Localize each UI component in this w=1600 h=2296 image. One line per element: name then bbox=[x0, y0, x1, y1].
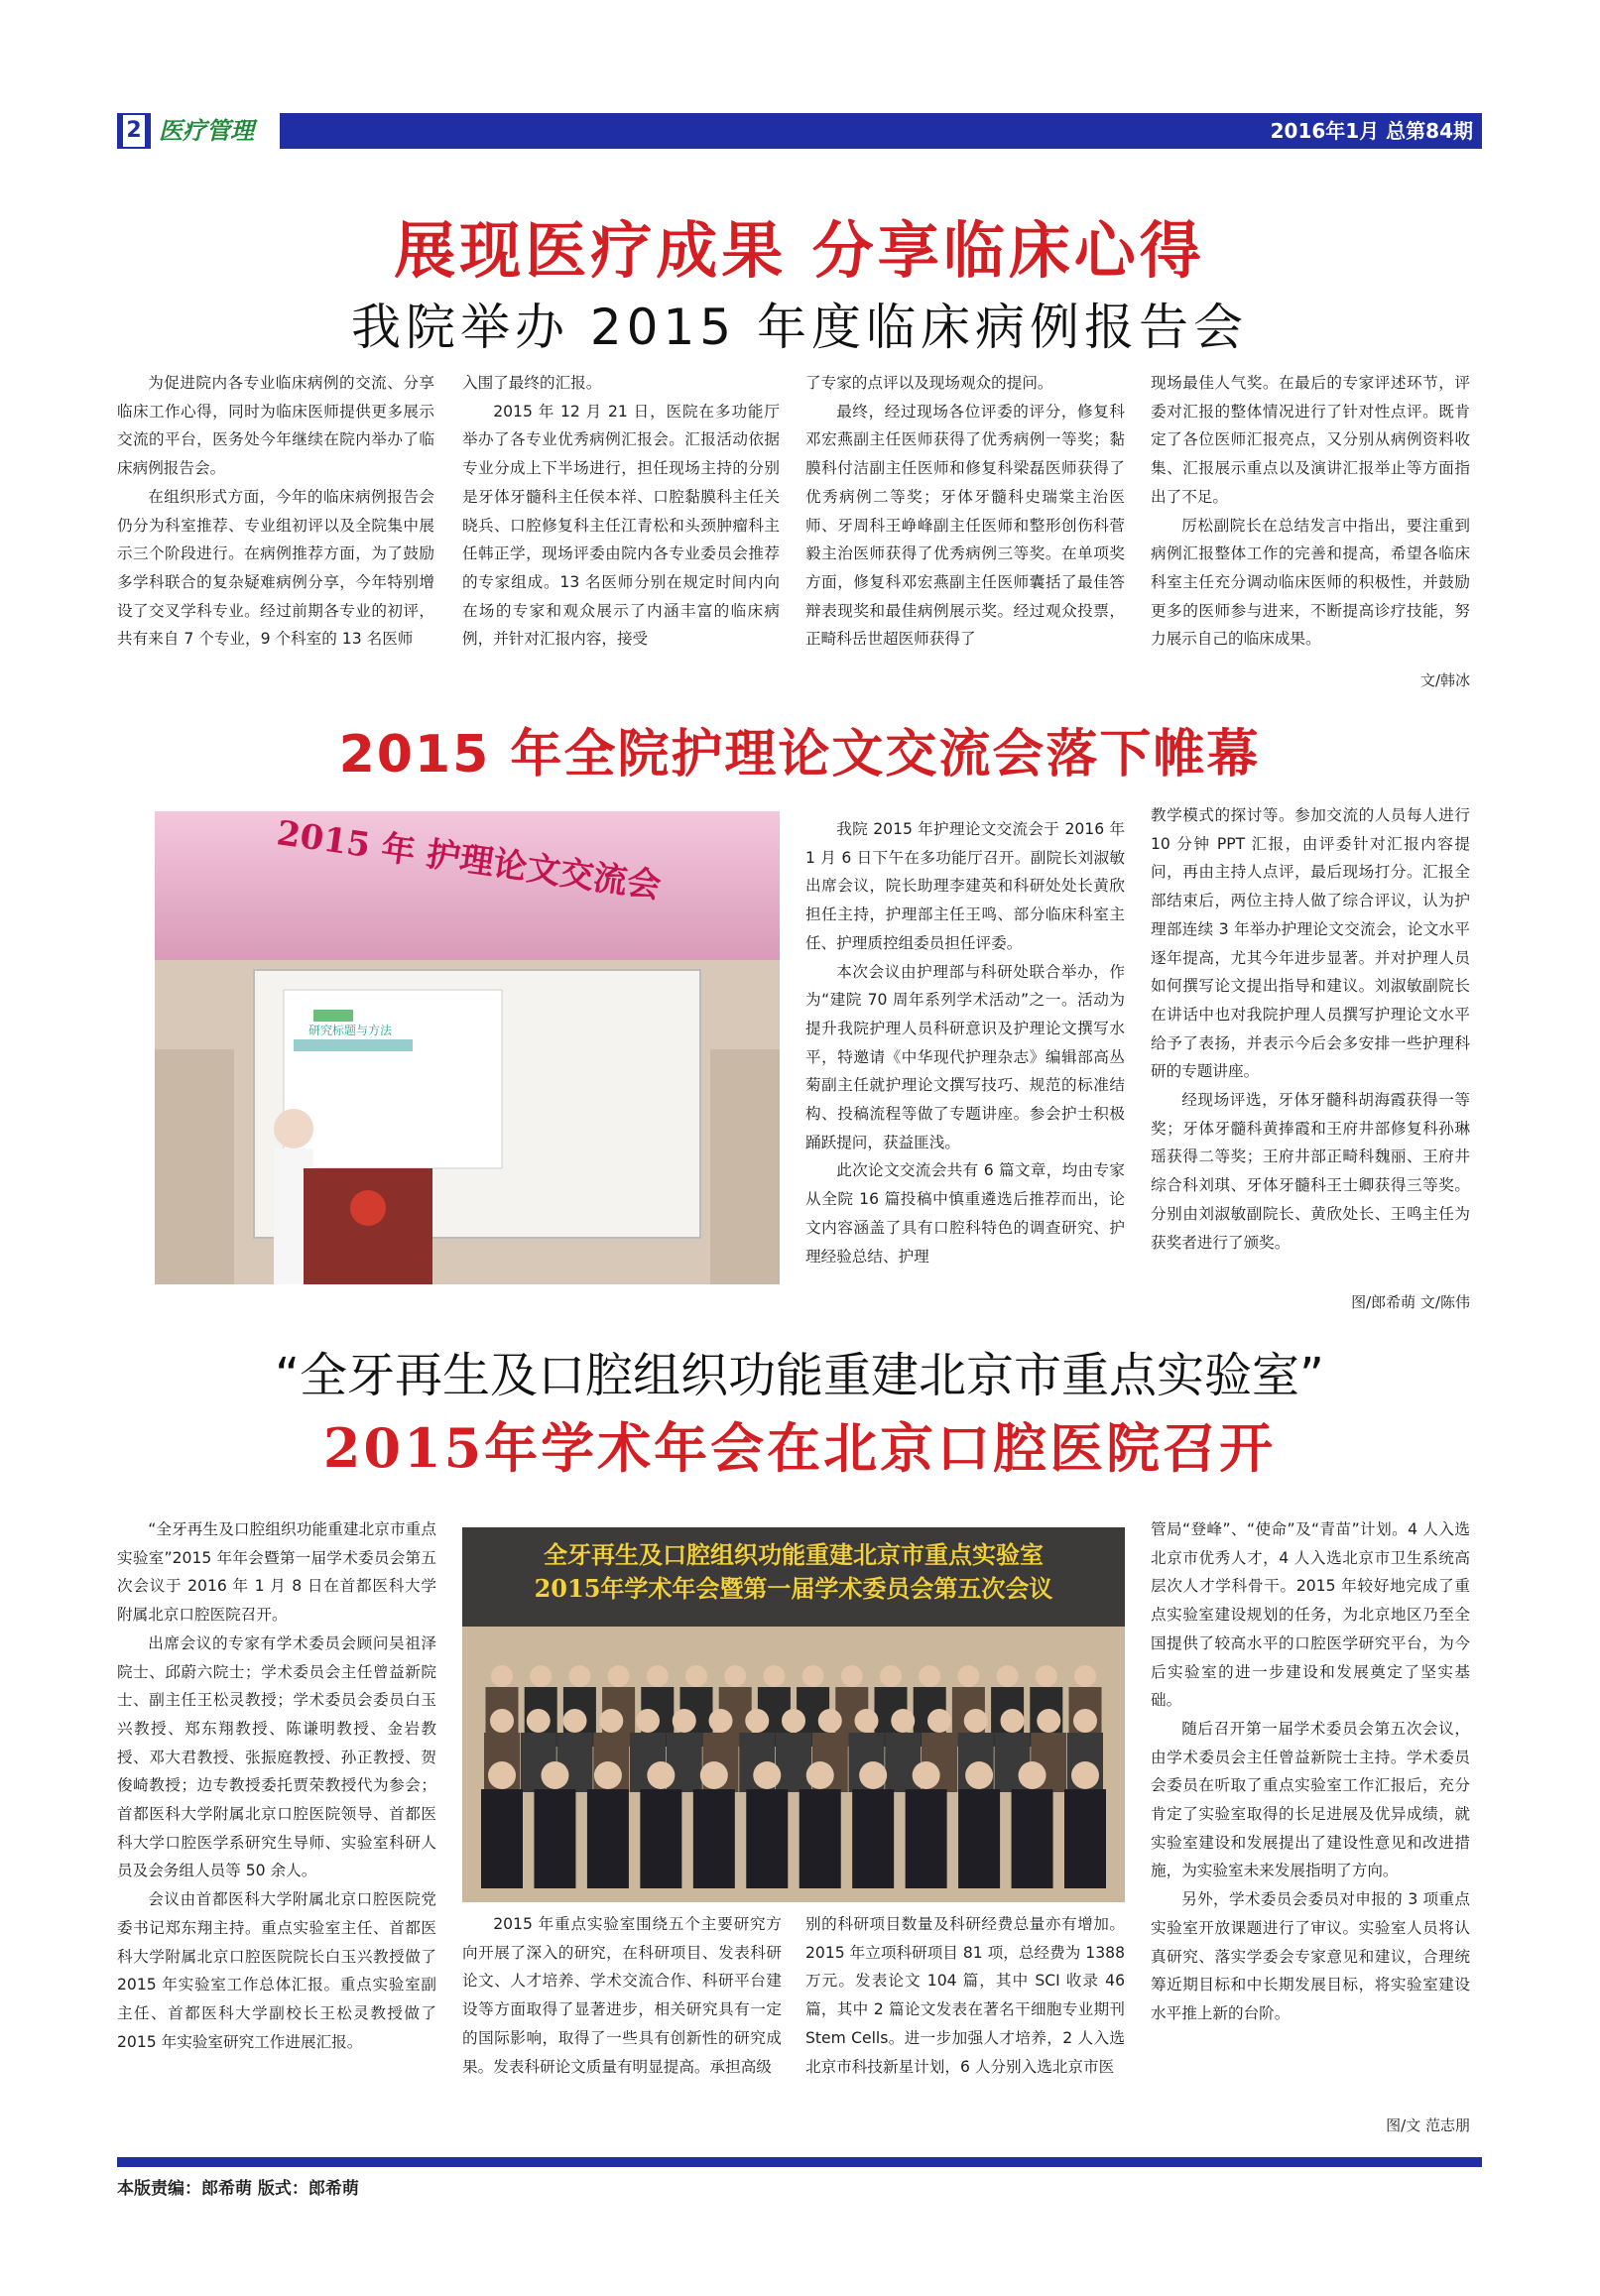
issue-info: 2016年1月 总第84期 bbox=[1270, 119, 1473, 143]
person-body bbox=[852, 1789, 894, 1888]
person-body bbox=[800, 1789, 841, 1888]
person-head bbox=[491, 1665, 513, 1687]
person-head bbox=[880, 1665, 902, 1687]
person-head bbox=[594, 1761, 622, 1789]
photo-banner-line1: 全牙再生及口腔组织功能重建北京市重点实验室 bbox=[544, 1540, 1044, 1569]
person-head bbox=[841, 1665, 863, 1687]
person-head bbox=[802, 1665, 824, 1687]
paragraph: 本次会议由护理部与科研处联合举办，作为“建院 70 周年系列学术活动”之一。活动为提升我院护理人员科研意识及护理论文撰写水平，特邀请《中华现代护理杂志》编辑部高丛菊副主任就护理论文撰写技巧、规范的标准结构、投稿流程等做了专题讲座。参会护士积极踊跃提问，获益匪浅。 bbox=[805, 962, 1125, 1151]
person-head bbox=[1019, 1761, 1046, 1789]
article1-col-1 bbox=[117, 369, 434, 654]
person-head bbox=[1037, 1709, 1060, 1733]
person-head bbox=[1074, 1665, 1096, 1687]
person-head bbox=[957, 1665, 979, 1687]
person-head bbox=[927, 1709, 951, 1733]
group-photo bbox=[462, 1527, 1125, 1902]
person-head bbox=[919, 1665, 940, 1687]
article2-title: 2015 年全院护理论文交流会落下帷幕 bbox=[338, 725, 1261, 785]
paragraph: 入围了最终的汇报。 bbox=[462, 374, 602, 392]
person-head bbox=[782, 1709, 805, 1733]
nursing-conference-photo-art bbox=[155, 811, 780, 1284]
person-head bbox=[647, 1761, 675, 1789]
person-body bbox=[958, 1789, 1000, 1888]
person-head bbox=[709, 1709, 733, 1733]
article1-subtitle: 我院举办 2015 年度临床病例报告会 bbox=[350, 299, 1249, 356]
paragraph: “全牙再生及口腔组织功能重建北京市重点实验室”2015 年年会暨第一届学术委员会第五次会议于 2016 年 1 月 8 日在首都医科大学附属北京口腔医院召开。 bbox=[117, 1520, 436, 1625]
person-head bbox=[527, 1709, 551, 1733]
person-head bbox=[1073, 1709, 1097, 1733]
person-body bbox=[693, 1789, 735, 1888]
person-head bbox=[1036, 1665, 1057, 1687]
person-head bbox=[568, 1665, 590, 1687]
person-head bbox=[997, 1665, 1019, 1687]
article3-col-3 bbox=[805, 1910, 1125, 2081]
paragraph: 我院 2015 年护理论文交流会于 2016 年 1 月 6 日下午在多功能厅召开。副院长刘淑敏出席会议，院长助理李建英和科研处处长黄欣担任主持，护理部主任王鸣、部分临床科室主任、护理质控组委员担任评委。 bbox=[805, 820, 1125, 952]
article1-byline: 文/韩冰 bbox=[1419, 671, 1470, 689]
person-head bbox=[563, 1709, 587, 1733]
paragraph: 经现场评选，牙体牙髓科胡海霞获得一等奖；牙体牙髓科黄捧霞和王府井部修复科孙琳瑶获得二等奖；王府井部正畸科魏丽、王府井综合科刘琪、牙体牙髓科王士卿获得三等奖。分别由刘淑敏副院长、黄欣处长、王鸣主任为获奖者进行了颁奖。 bbox=[1151, 1091, 1470, 1252]
person-head bbox=[673, 1709, 696, 1733]
paragraph: 2015 年重点实验室围绕五个主要研究方向开展了深入的研究，在科研项目、发表科研论文、人才培养、学术交流合作、科研平台建设等方面取得了显著进步，相关研究具有一定的国际影响，取得了一些具有创新性的研究成果。发表科研论文质量有明显提高。承担高级 bbox=[462, 1915, 782, 2076]
person-head bbox=[806, 1761, 834, 1789]
person-head bbox=[891, 1709, 915, 1733]
article2-col-2 bbox=[1151, 801, 1470, 1257]
paragraph: 随后召开第一届学术委员会第五次会议，由学术委员会主任曾益新院士主持。学术委员会委员在听取了重点实验室工作汇报后，充分肯定了实验室取得的长足进展及优异成绩，就实验室建设和发展提出了建设性意见和改进措施，为实验室未来发展指明了方向。 bbox=[1151, 1719, 1470, 1880]
article1-col-2 bbox=[462, 369, 780, 654]
person-head bbox=[488, 1761, 516, 1789]
article3-col-1 bbox=[117, 1515, 436, 2056]
paragraph: 2015 年 12 月 21 日，医院在多功能厅举办了各专业优秀病例汇报会。汇报活动依据专业分成上下半场进行，担任现场主持的分别是牙体牙髓科主任侯本祥、口腔黏膜科主任关晓兵、口腔修复科主任江青松和头颈肿瘤科主任韩正学，现场评委由院内各专业委员会推荐的专家组成。13 名医师分别在规定时间内向在场的专家和观众展示了内涵丰富的临床病例，并针对汇报内容，接受 bbox=[462, 402, 780, 649]
person-body bbox=[1012, 1789, 1053, 1888]
person-head bbox=[1071, 1761, 1099, 1789]
person-head bbox=[608, 1665, 630, 1687]
person-body bbox=[640, 1789, 681, 1888]
paragraph: 了专家的点评以及现场观众的提问。 bbox=[805, 374, 1053, 392]
paragraph: 为促进院内各专业临床病例的交流、分享临床工作心得，同时为临床医师提供更多展示交流的平台，医务处今年继续在院内举办了临床病例报告会。 bbox=[117, 374, 434, 478]
footer-credits: 本版责编：郎希萌 版式：郎希萌 bbox=[117, 2179, 359, 2199]
paragraph: 会议由首都医科大学附属北京口腔医院党委书记郑东翔主持。重点实验室主任、首都医科大学附属北京口腔医院院长白玉兴教授做了 2015 年实验室工作总体汇报。重点实验室副主任、首都医科大学副校长王松灵教授做了 2015 年实验室研究工作进展汇报。 bbox=[117, 1890, 436, 2051]
person-head bbox=[490, 1709, 514, 1733]
person-body bbox=[746, 1789, 788, 1888]
article1-col-4 bbox=[1151, 369, 1470, 654]
article3-title-line1: “全牙再生及口腔组织功能重建北京市重点实验室” bbox=[275, 1348, 1324, 1403]
person-head bbox=[541, 1761, 568, 1789]
person-head bbox=[724, 1665, 746, 1687]
person-head bbox=[599, 1709, 623, 1733]
slide-text: 研究标题与方法 bbox=[308, 1024, 393, 1037]
person-head bbox=[859, 1761, 887, 1789]
article1-title: 展现医疗成果 分享临床心得 bbox=[394, 214, 1205, 287]
paragraph: 厉松副院长在总结发言中指出，要注重到病例汇报整体工作的完善和提高，希望各临床科室主任充分调动临床医师的积极性，并鼓励更多的医师参与进来，不断提高诊疗技能，努力展示自己的临床成果。 bbox=[1151, 516, 1470, 649]
group-photo-art bbox=[462, 1527, 1125, 1902]
person-head bbox=[964, 1709, 988, 1733]
article3-col-2 bbox=[462, 1910, 782, 2081]
paragraph: 教学模式的探讨等。参加交流的人员每人进行 10 分钟 PPT 汇报，由评委针对汇报内容提问，再由主持人点评，最后现场打分。汇报全部结束后，两位主持人做了综合评议，认为护理部连续 3 年举办护理论文交流会，论文水平逐年提高，尤其今年进步显著。并对护理人员如何撰写论文提出指导和建议。刘淑敏副院长在讲话中也对我院护理人员撰写护理论文水平给予了表扬，并表示今后会多安排一些护理科研的专题讲座。 bbox=[1151, 806, 1470, 1081]
paragraph: 最终，经过现场各位评委的评分，修复科邓宏燕副主任医师获得了优秀病例一等奖；黏膜科付洁副主任医师和修复科梁磊医师获得了优秀病例二等奖；牙体牙髓科史瑞棠主治医师、牙周科王峥峰副主任医师和整形创伤科菅毅主治医师获得了优秀病例三等奖。在单项奖方面，修复科邓宏燕副主任医师囊括了最佳答辩表现奖和最佳病例展示奖。经过观众投票，正畸科岳世超医师获得了 bbox=[805, 402, 1125, 649]
person-head bbox=[700, 1761, 728, 1789]
person-body bbox=[1064, 1789, 1106, 1888]
person-body bbox=[906, 1789, 947, 1888]
paragraph: 出席会议的专家有学术委员会顾问吴祖泽院士、邱蔚六院士；学术委员会主任曾益新院士、副主任王松灵教授；学术委员会委员白玉兴教授、郑东翔教授、陈谦明教授、金岩教授、邓大君教授、张振庭教授、孙正教授、贺俊崎教授；边专教授委托贾荣教授代为参会；首都医科大学附属北京口腔医院领导、首都医科大学口腔医学系研究生导师、实验室科研人员及会务组人员等 50 余人。 bbox=[117, 1633, 436, 1880]
article2-col-1 bbox=[805, 815, 1125, 1270]
page-number: 2 bbox=[121, 113, 147, 149]
person-head bbox=[855, 1709, 879, 1733]
banner-text: 2015 年 护理论文交流会 bbox=[274, 813, 664, 907]
paragraph: 管局“登峰”、“使命”及“青苗”计划。4 人入选北京市优秀人才，4 人入选北京市卫生系统高层次人才学科骨干。2015 年较好地完成了重点实验室建设规划的任务，为北京地区乃至全国提供了较高水平的口腔医学研究平台，为今后实验室的进一步建设和发展奠定了坚实基础。 bbox=[1151, 1520, 1470, 1710]
person-body bbox=[534, 1789, 575, 1888]
person-head bbox=[685, 1665, 707, 1687]
paragraph: 此次论文交流会共有 6 篇文章，均由专家从全院 16 篇投稿中慎重遴选后推荐而出，论文内容涵盖了具有口腔科特色的调查研究、护理经验总结、护理 bbox=[805, 1161, 1125, 1266]
paragraph: 别的科研项目数量及科研经费总量亦有增加。2015 年立项科研项目 81 项，总经费为 1388 万元。发表论文 104 篇，其中 SCI 收录 46 篇，其中 2 篇论文发表在著名干细胞专业期刊 Stem Cells。进一步加强人才培养，2 人入选北京市科技新星计划，6 人分别入选北京市医 bbox=[805, 1915, 1125, 2076]
person-head bbox=[753, 1761, 781, 1789]
person-body bbox=[776, 1733, 811, 1792]
article3-title-line2: 2015年学术年会在北京口腔医院召开 bbox=[322, 1416, 1277, 1480]
article1-col-3 bbox=[805, 369, 1125, 654]
person-body bbox=[587, 1789, 629, 1888]
person-head bbox=[965, 1761, 993, 1789]
section-title: 医疗管理 bbox=[151, 113, 280, 149]
person-head bbox=[636, 1709, 660, 1733]
person-head bbox=[913, 1761, 940, 1789]
person-head bbox=[530, 1665, 552, 1687]
article3-col-4 bbox=[1151, 1515, 1470, 2028]
paragraph: 另外，学术委员会委员对申报的 3 项重点实验室开放课题进行了审议。实验室人员将认真研究、落实学委会专家意见和建议，合理统筹近期目标和中长期发展目标，将实验室建设水平推上新的台阶。 bbox=[1151, 1890, 1470, 2022]
person-body bbox=[481, 1789, 523, 1888]
person-head bbox=[763, 1665, 785, 1687]
photo-banner-line2: 2015年学术年会暨第一届学术委员会第五次会议 bbox=[534, 1574, 1053, 1603]
person-head bbox=[745, 1709, 769, 1733]
person-head bbox=[647, 1665, 669, 1687]
nursing-conference-photo bbox=[155, 811, 780, 1284]
person-head bbox=[1001, 1709, 1025, 1733]
footer-bar bbox=[117, 2157, 1482, 2167]
person-head bbox=[818, 1709, 842, 1733]
paragraph: 在组织形式方面，今年的临床病例报告会仍分为科室推荐、专业组初评以及全院集中展示三个阶段进行。在病例推荐方面，为了鼓励多学科联合的复杂疑难病例分享，今年特别增设了交叉学科专业。经过前期各专业的初评，共有来自 7 个专业，9 个科室的 13 名医师 bbox=[117, 487, 434, 649]
article3-byline: 图/文 范志朋 bbox=[1386, 2116, 1470, 2134]
article2-byline: 图/郎希萌 文/陈伟 bbox=[1351, 1293, 1470, 1311]
paragraph: 现场最佳人气奖。在最后的专家评述环节，评委对汇报的整体情况进行了针对性点评。既肯定了各位医师汇报亮点，又分别从病例资料收集、汇报展示重点以及演讲汇报举止等方面指出了不足。 bbox=[1151, 374, 1470, 506]
